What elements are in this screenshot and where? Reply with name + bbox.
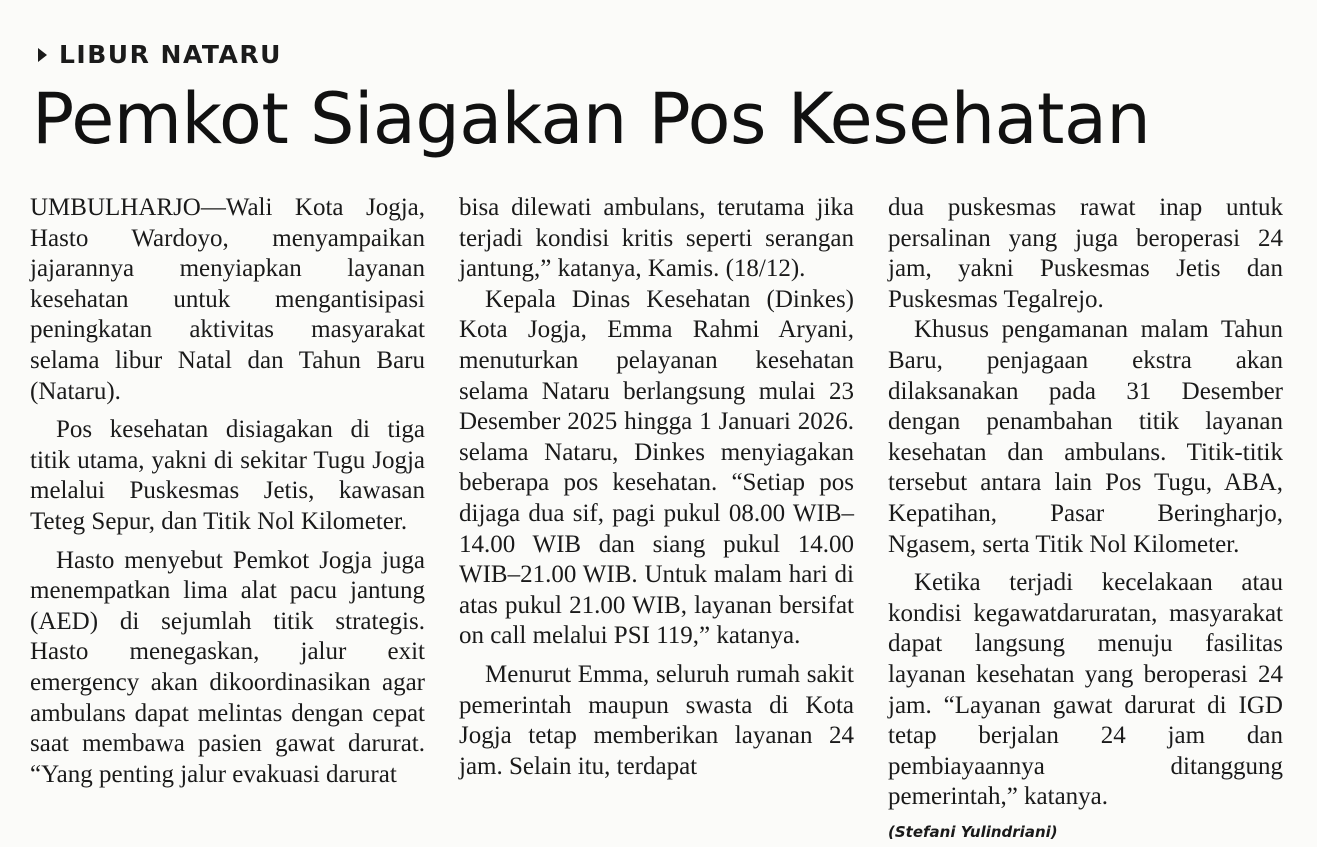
kicker-label: LIBUR NATARU: [59, 40, 282, 69]
byline: (Stefani Yulindriani): [888, 822, 1058, 841]
paragraph: Hasto menyebut Pemkot Jogja juga menempatkan lima alat pacu jantung (AED) di sejumlah titik strategis. Hasto menegaskan, jalur exit emergency akan dikoordinasikan agar ambulans dapat melintas dengan cepat saat membawa pasien gawat darurat. “Yang penting jalur evakuasi darurat: [30, 546, 425, 788]
article-column-3: [888, 193, 1283, 847]
paragraph: dua puskesmas rawat inap untuk persalinan yang juga beroperasi 24 jam, yakni Puskesmas Jetis dan Puskesmas Tegalrejo.: [888, 194, 1283, 313]
section-kicker: [38, 40, 282, 69]
article-headline: Pemkot Siagakan Pos Kesehatan: [32, 78, 1151, 160]
paragraph: Ketika terjadi kecelakaan atau kondisi kegawatdaruratan, masyarakat dapat langsung menuju fasilitas layanan kesehatan yang beroperasi 24 jam. “Layanan gawat darurat di IGD tetap berjalan 24 jam dan pembiayaannya ditanggung pemerintah,” katanya.: [888, 569, 1283, 811]
triangle-bullet-icon: [38, 48, 47, 62]
paragraph: Menurut Emma, seluruh rumah sakit pemerintah maupun swasta di Kota Jogja tetap memberikan layanan 24 jam. Selain itu, terdapat: [459, 660, 854, 780]
paragraph: Pos kesehatan disiagakan di tiga titik utama, yakni di sekitar Tugu Jogja melalui Puskesmas Jetis, kawasan Teteg Sepur, dan Titik Nol Kilometer.: [30, 416, 425, 535]
paragraph: Khusus pengamanan malam Tahun Baru, penjagaan ekstra akan dilaksanakan pada 31 Desember dengan penambahan titik layanan kesehatan dan ambulans. Titik-titik tersebut antara lain Pos Tugu, ABA, Kepatihan, Pasar Beringharjo, Ngasem, serta Titik Nol Kilometer.: [888, 316, 1283, 558]
paragraph: bisa dilewati ambulans, terutama jika terjadi kondisi kritis seperti serangan jantung,” katanya, Kamis. (18/12).: [459, 194, 854, 283]
paragraph: UMBULHARJO—Wali Kota Jogja, Hasto Wardoyo, menyampaikan jajarannya menyiapkan layanan kesehatan untuk mengantisipasi peningkatan aktivitas masyarakat selama libur Natal dan Tahun Baru (Nataru).: [30, 194, 425, 405]
article-column-2: [459, 193, 854, 782]
paragraph: Kepala Dinas Kesehatan (Dinkes) Kota Jogja, Emma Rahmi Aryani, menuturkan pelayanan kesehatan selama Nataru berlangsung mulai 23 Desember 2025 hingga 1 Januari 2026. selama Nataru, Dinkes menyiagakan beberapa pos kesehatan. “Setiap pos dijaga dua sif, pagi pukul 08.00 WIB–14.00 WIB dan siang pukul 14.00 WIB–21.00 WIB. Untuk malam hari di atas pukul 21.00 WIB, layanan bersifat on call melalui PSI 119,” katanya.: [459, 285, 854, 650]
article-column-1: [30, 193, 425, 790]
